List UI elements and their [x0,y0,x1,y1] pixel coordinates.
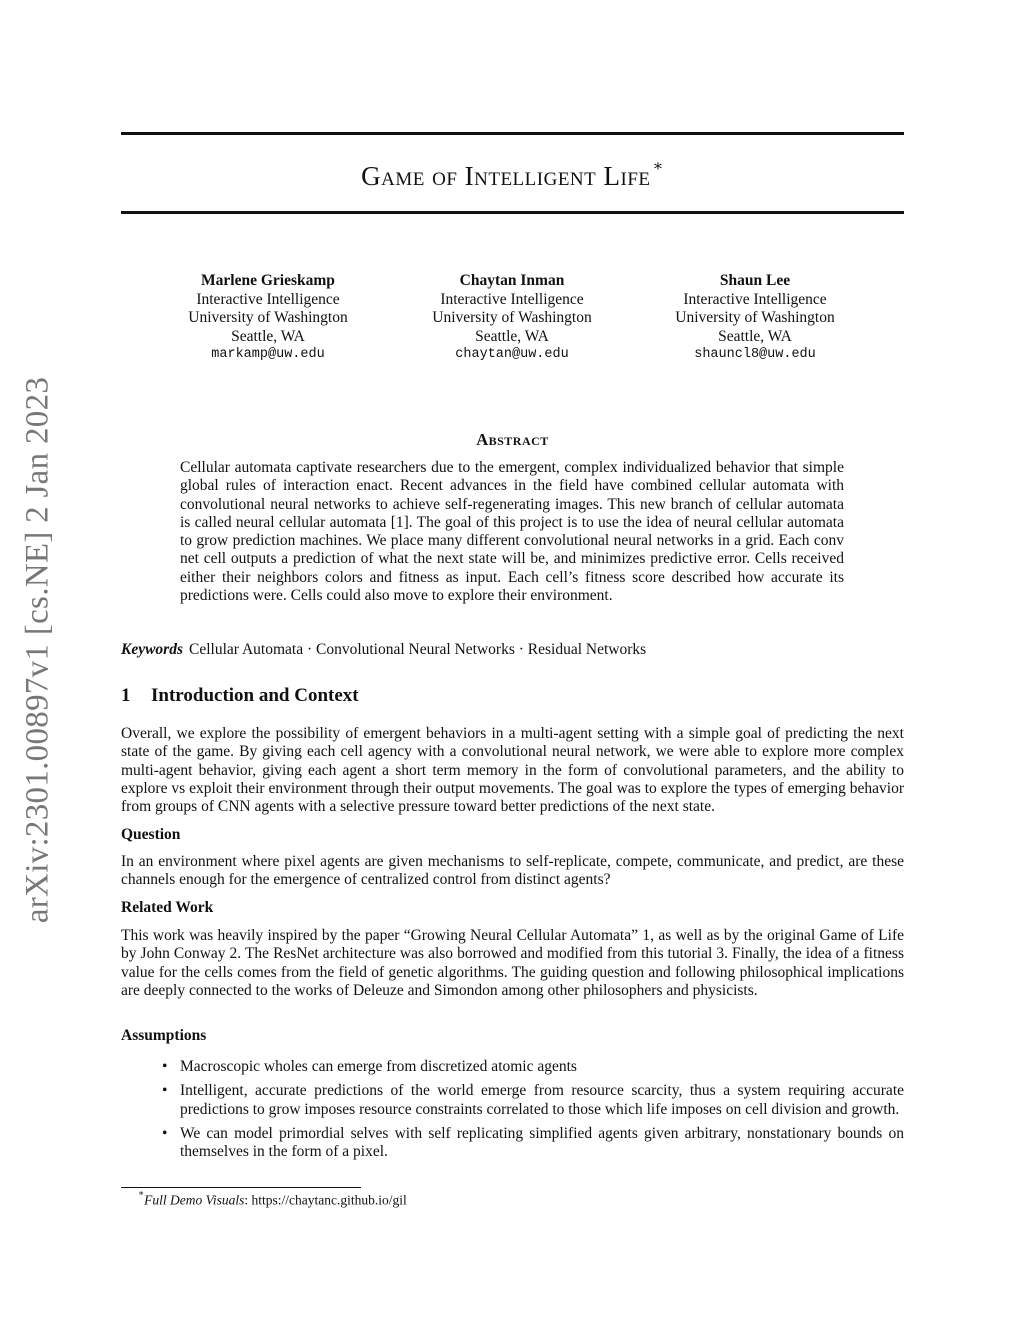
assumption-text: Macroscopic wholes can emerge from discretized atomic agents [180,1058,577,1075]
footnote-rule [121,1187,361,1188]
keywords-text: Cellular Automata · Convolutional Neural Networks · Residual Networks [189,641,647,658]
abstract-text: Cellular automata captivate researchers due to the emergent, complex individualized behavior that simple global rules of interaction enact. Recent advances in the field have combined cellular automata with convolutional neural networks to achieve self-regenerating images. This new branch of cellular automata is called neural cellular automata [1]. The goal of this project is to use the idea of neural cellular automata to grow prediction machines. We place many different convolutional neural networks in a grid. Each conv net cell outputs a prediction of what the next state will be, and minimizes predictive error. Cells received either their neighbors colors and fitness as input. Each cell’s fitness score described how accurate its predictions were. Cells could also move to explore their environment. [180,459,844,605]
author-email[interactable]: shauncl8@uw.edu [694,347,816,362]
author-block [148,272,388,365]
author-affiliation: Interactive Intelligence [440,290,584,308]
author-name: Marlene Grieskamp [201,272,335,289]
question-heading: Question [121,826,181,843]
keywords-line [121,641,646,659]
assumption-text: Intelligent, accurate predictions of the world emerge from resource scarcity, thus a system requiring accurate predictions to grow imposes resource constraints correlated to those which life imposes on cell division and growth. [180,1082,904,1118]
bullet-icon: • [162,1082,168,1100]
list-item [162,1125,904,1162]
author-block [635,272,875,365]
author-affiliation: Interactive Intelligence [683,290,827,308]
author-university: University of Washington [432,309,592,326]
footnote [138,1188,407,1209]
author-affiliation: Interactive Intelligence [196,290,340,308]
assumption-text: We can model primordial selves with self replicating simplified agents given arbitrary, nonstationary bounds on themselves in the form of a pixel. [180,1124,904,1161]
author-email[interactable]: markamp@uw.edu [211,347,325,362]
assumptions-list [162,1058,904,1167]
title-rule-bottom [121,211,904,214]
question-paragraph: In an environment where pixel agents are given mechanisms to self-replicate, compete, communicate, and predict, are these channels enough for the emergence of centralized control from distinct agents? [121,853,904,889]
author-location: Seattle, WA [718,327,792,345]
footnote-label: Full Demo Visuals [144,1192,245,1208]
section-title: Introduction and Context [151,685,359,706]
related-work-paragraph: This work was heavily inspired by the paper “Growing Neural Cellular Automata” 1, as well as by the original Game of Life by John Conway 2. The ResNet architecture was also borrowed and modified from this tutorial 3. Finally, the idea of a fitness value for the cells comes from the field of genetic algorithms. The guiding question and following philosophical implications are deeply connected to the works of Deleuze and Simondon among other philosophers and physicists. [121,927,904,999]
section-number: 1 [121,685,131,706]
title-rule-top [121,132,904,135]
author-email[interactable]: chaytan@uw.edu [455,347,569,362]
author-location: Seattle, WA [231,327,305,345]
arxiv-identifier: arXiv:2301.00897v1 [cs.NE] 2 Jan 2023 [19,376,56,924]
author-location: Seattle, WA [475,327,549,345]
title-footnote-marker[interactable]: ∗ [652,158,664,175]
footnote-marker: ∗ [138,1188,145,1198]
intro-paragraph: Overall, we explore the possibility of emergent behaviors in a multi-agent setting with a simple goal of predicting the next state of the game. By giving each cell agency with a convolutional neural network, we were able to explore more complex multi-agent behavior, giving each agent a short term memory in the form of convolutional parameters, and the ability to explore vs exploit their environment through their output movements. The goal was to explore the types of emerging behavior from groups of CNN agents with a selective pressure toward better predictions of the next state. [121,725,904,816]
paper-title [121,160,904,192]
arxiv-sidebar [16,370,60,930]
author-block [392,272,632,365]
author-name: Chaytan Inman [459,272,565,289]
footnote-colon: : [244,1192,252,1208]
abstract-heading: Abstract [476,430,549,449]
author-university: University of Washington [675,309,835,326]
assumptions-heading: Assumptions [121,1027,207,1044]
paper-title-text: Game of Intelligent Life [361,161,651,191]
section-heading [121,685,359,707]
bullet-icon: • [162,1058,168,1075]
keywords-label: Keywords [121,641,183,658]
bullet-icon: • [162,1124,168,1142]
list-item [162,1058,904,1076]
related-work-heading: Related Work [121,899,214,916]
author-name: Shaun Lee [719,272,791,289]
author-university: University of Washington [188,309,348,326]
footnote-link[interactable]: https://chaytanc.github.io/gil [251,1192,407,1208]
list-item [162,1082,904,1119]
